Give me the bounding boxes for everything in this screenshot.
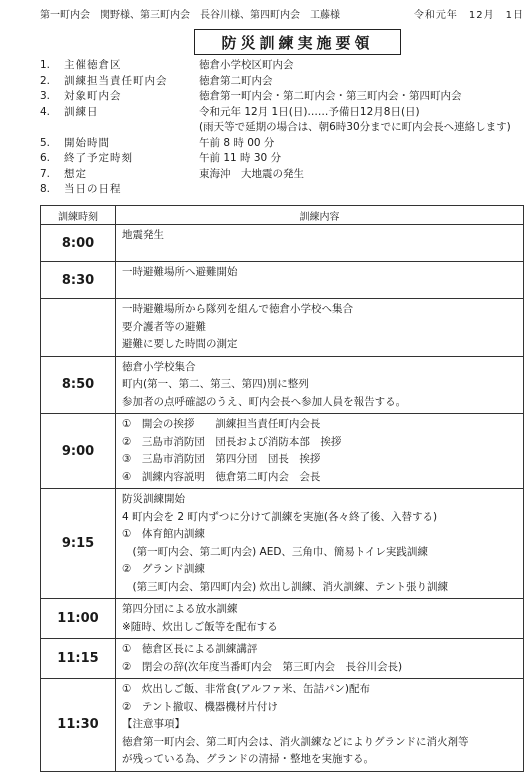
schedule-line: 一時避難場所へ避難開始 bbox=[122, 266, 238, 278]
schedule-line: ② グランド訓練 bbox=[122, 563, 205, 575]
schedule-line: 町内(第一、第二、第三、第四)別に整列 bbox=[122, 378, 309, 390]
schedule-line: ※随時、炊出しご飯等を配布する bbox=[122, 620, 278, 633]
info-value: 午前 8 時 00 分 bbox=[199, 136, 275, 149]
schedule-time: 8:00 bbox=[41, 225, 116, 262]
schedule-content bbox=[116, 225, 524, 262]
schedule-time: 8:30 bbox=[41, 262, 116, 299]
info-item bbox=[40, 120, 520, 136]
schedule-line: 4 町内会を 2 町内ずつに分けて訓練を実施(各々終了後、入替する) bbox=[122, 510, 438, 523]
schedule-line: 徳倉第一町内会、第二町内会は、消火訓練などによりグランドに消火剤等 bbox=[122, 735, 469, 748]
info-value bbox=[199, 182, 520, 198]
info-item bbox=[40, 151, 520, 167]
info-number: 5. bbox=[40, 136, 51, 149]
info-label: 当日の日程 bbox=[64, 183, 122, 195]
schedule-line: が残っている為、グランドの清掃・整地を実施する。 bbox=[122, 753, 374, 765]
document-title: 防災訓練実施要領 bbox=[194, 29, 401, 55]
schedule-content bbox=[116, 414, 524, 489]
schedule-line: 一時避難場所から隊列を組んで徳倉小学校へ集合 bbox=[122, 303, 353, 315]
schedule-row bbox=[41, 489, 524, 599]
schedule-row bbox=[41, 299, 524, 357]
info-number: 2. bbox=[40, 74, 51, 87]
schedule-line: 防災訓練開始 bbox=[122, 493, 185, 505]
schedule-line: ① 炊出しご飯、非常食(アルファ米、缶詰パン)配布 bbox=[122, 683, 370, 695]
schedule-content bbox=[116, 299, 524, 357]
info-list bbox=[40, 58, 520, 198]
info-item bbox=[40, 58, 520, 74]
col-content-header: 訓練内容 bbox=[116, 206, 524, 225]
schedule-content bbox=[116, 639, 524, 679]
schedule-line: ① 徳倉区長による訓練講評 bbox=[122, 643, 258, 655]
schedule-content bbox=[116, 679, 524, 772]
schedule-line: ① 体育館内訓練 bbox=[122, 528, 205, 540]
info-number: 8. bbox=[40, 183, 51, 195]
info-number: 7. bbox=[40, 167, 51, 180]
info-item bbox=[40, 89, 520, 105]
info-label: 終了予定時刻 bbox=[64, 152, 133, 164]
info-item bbox=[40, 182, 520, 198]
schedule-line: ④ 訓練内容説明 徳倉第二町内会 会長 bbox=[122, 470, 321, 483]
info-value: 徳倉小学校区町内会 bbox=[199, 59, 294, 71]
info-label: 主催徳倉区 bbox=[64, 59, 122, 71]
schedule-line: (第一町内会、第二町内会) AED、三角巾、簡易トイレ実践訓練 bbox=[122, 545, 428, 558]
schedule-line: 【注意事項】 bbox=[122, 718, 185, 730]
info-label: 想定 bbox=[64, 167, 87, 180]
schedule-row bbox=[41, 356, 524, 414]
info-item bbox=[40, 136, 520, 152]
info-label: 対象町内会 bbox=[64, 90, 122, 102]
schedule-line: ② 閉会の辞(次年度当番町内会 第三町内会 長谷川会長) bbox=[122, 660, 403, 673]
info-value: 東海沖 大地震の発生 bbox=[199, 167, 304, 180]
schedule-line: 要介護者等の避難 bbox=[122, 320, 206, 333]
schedule-line: 避難に要した時間の測定 bbox=[122, 338, 238, 350]
schedule-row bbox=[41, 639, 524, 679]
schedule-row bbox=[41, 262, 524, 299]
schedule-content bbox=[116, 489, 524, 599]
info-value: 令和元年 12月 1日(日)……予備日12月8日(日) bbox=[199, 105, 420, 118]
schedule-content bbox=[116, 262, 524, 299]
schedule-time: 11:00 bbox=[41, 599, 116, 639]
info-number bbox=[40, 120, 64, 136]
info-number: 1. bbox=[40, 59, 51, 71]
info-item bbox=[40, 74, 520, 90]
schedule-time bbox=[41, 299, 116, 357]
info-label: 訓練日 bbox=[64, 105, 99, 118]
schedule-line: 地震発生 bbox=[122, 229, 164, 241]
info-label bbox=[64, 120, 199, 136]
info-label: 開始時間 bbox=[64, 136, 110, 149]
schedule-row bbox=[41, 414, 524, 489]
schedule-time: 11:30 bbox=[41, 679, 116, 772]
schedule-time: 9:00 bbox=[41, 414, 116, 489]
schedule-line: ② 三島市消防団 団長および消防本部 挨拶 bbox=[122, 435, 342, 448]
schedule-line: 徳倉小学校集合 bbox=[122, 360, 196, 373]
addressees: 第一町内会 関野様、第三町内会 長谷川様、第四町内会 工藤様 bbox=[40, 10, 340, 21]
info-value: (雨天等で延期の場合は、朝6時30分までに町内会長へ連絡します) bbox=[199, 121, 511, 133]
schedule-line: ② テント撤収、機器機材片付け bbox=[122, 700, 278, 713]
header-line bbox=[40, 6, 524, 21]
schedule-line: ③ 三島市消防団 第四分団 団長 挨拶 bbox=[122, 453, 321, 465]
info-number: 4. bbox=[40, 105, 51, 118]
info-number: 6. bbox=[40, 152, 51, 164]
schedule-time: 9:15 bbox=[41, 489, 116, 599]
info-label: 訓練担当責任町内会 bbox=[64, 74, 168, 87]
document-date: 令和元年 12月 1日 bbox=[413, 10, 524, 21]
info-item bbox=[40, 167, 520, 183]
info-value: 午前 11 時 30 分 bbox=[199, 152, 282, 164]
schedule-time: 8:50 bbox=[41, 356, 116, 414]
schedule-line: 第四分団による放水訓練 bbox=[122, 603, 238, 615]
info-value: 徳倉第一町内会・第二町内会・第三町内会・第四町内会 bbox=[199, 90, 462, 102]
schedule-line: ① 開会の挨拶 訓練担当責任町内会長 bbox=[122, 418, 321, 430]
schedule-header-row bbox=[41, 206, 524, 225]
info-value: 徳倉第二町内会 bbox=[199, 74, 273, 87]
schedule-table bbox=[40, 205, 524, 772]
schedule-row bbox=[41, 225, 524, 262]
schedule-content bbox=[116, 356, 524, 414]
schedule-row bbox=[41, 679, 524, 772]
schedule-line: (第三町内会、第四町内会) 炊出し訓練、消火訓練、テント張り訓練 bbox=[122, 580, 449, 593]
schedule-row bbox=[41, 599, 524, 639]
col-time-header: 訓練時刻 bbox=[41, 206, 116, 225]
schedule-line: 参加者の点呼確認のうえ、町内会長へ参加人員を報告する。 bbox=[122, 395, 407, 408]
schedule-time: 11:15 bbox=[41, 639, 116, 679]
info-item bbox=[40, 105, 520, 121]
info-number: 3. bbox=[40, 90, 51, 102]
schedule-content bbox=[116, 599, 524, 639]
